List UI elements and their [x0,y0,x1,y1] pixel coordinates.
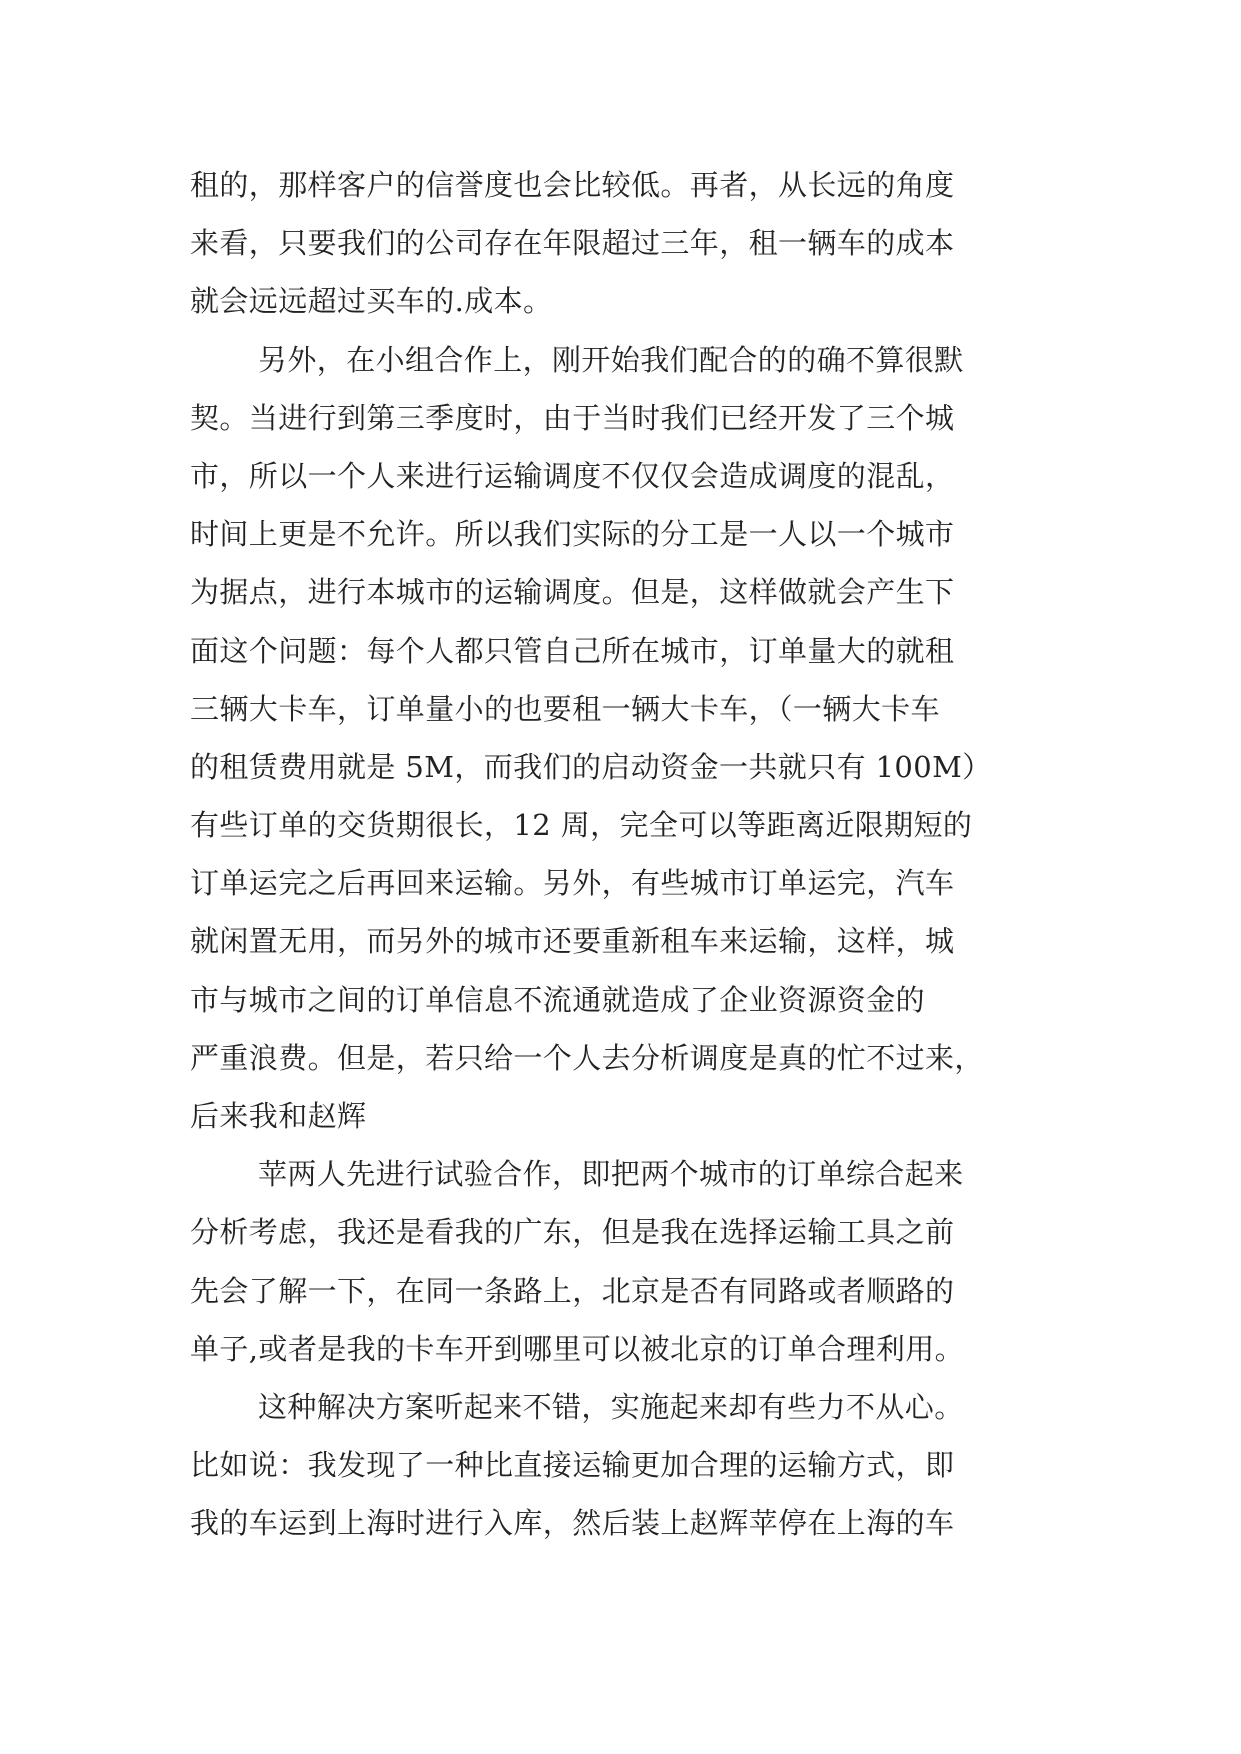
text-line: 严重浪费。但是，若只给一个人去分析调度是真的忙不过来， [190,1040,984,1075]
document-body [190,156,1090,1553]
text-line: 租的，那样客户的信誉度也会比较低。再者，从长远的角度 [190,168,955,202]
paragraph-start-line: 苹两人先进行试验合作，即把两个城市的订单综合起来 [258,1157,964,1192]
text-line: 后来我和赵辉 [190,1099,367,1133]
paragraph-start-line: 这种解决方案听起来不错，实施起来却有些力不从心。 [258,1389,964,1424]
text-line: 分析考虑，我还是看我的广东，但是我在选择运输工具之前 [190,1215,955,1250]
text-line: 我的车运到上海时进行入库，然后装上赵辉苹停在上海的车 [190,1506,955,1541]
text-line: 为据点，进行本城市的运输调度。但是，这样做就会产生下 [190,575,955,610]
text-line: 市，所以一个人来进行运输调度不仅仅会造成调度的混乱， [190,458,955,493]
text-line: 的租赁费用就是 5M，而我们的启动资金一共就只有 100M） [190,749,992,784]
text-line: 先会了解一下，在同一条路上，北京是否有同路或者顺路的 [190,1273,955,1308]
text-line: 时间上更是不允许。所以我们实际的分工是一人以一个城市 [190,517,955,552]
paragraph-start-line: 另外，在小组合作上，刚开始我们配合的的确不算很默 [258,342,964,377]
text-line: 就会远远超过买车的.成本。 [190,284,553,319]
text-line: 订单运完之后再回来运输。另外，有些城市订单运完，汽车 [190,866,955,901]
text-line: 三辆大卡车，订单量小的也要租一辆大卡车，（一辆大卡车 [190,691,940,726]
text-line: 市与城市之间的订单信息不流通就造成了企业资源资金的 [190,982,926,1017]
text-line: 单子,或者是我的卡车开到哪里可以被北京的订单合理利用。 [190,1331,965,1366]
text-line: 比如说：我发现了一种比直接运输更加合理的运输方式，即 [190,1448,955,1483]
text-line: 来看，只要我们的公司存在年限超过三年，租一辆车的成本 [190,226,955,261]
text-line: 面这个问题：每个人都只管自己所在城市，订单量大的就租 [190,633,955,668]
text-line: 有些订单的交货期很长，12 周，完全可以等距离近限期短的 [190,808,973,843]
text-line: 契。当进行到第三季度时，由于当时我们已经开发了三个城 [190,400,955,435]
text-line: 就闲置无用，而另外的城市还要重新租车来运输，这样，城 [190,924,955,959]
